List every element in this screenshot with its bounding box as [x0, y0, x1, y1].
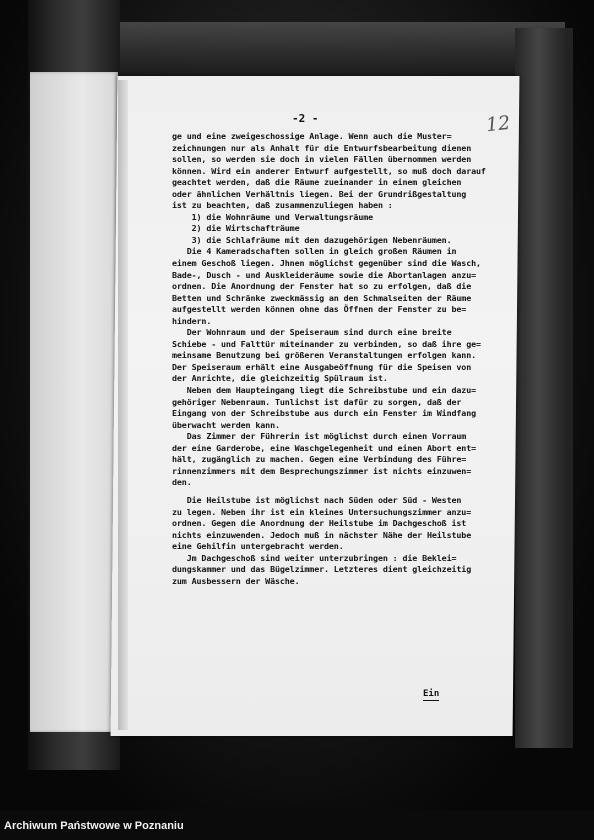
page-number: -2 -: [292, 112, 319, 125]
text-line: können. Wird ein anderer Entwurf aufgestellt, so muß doch darauf: [172, 165, 486, 176]
text-line: zum Ausbessern der Wäsche.: [172, 575, 300, 586]
text-line: Die Heilstube ist möglichst nach Süden oder Süd - Westen: [172, 494, 462, 505]
handwritten-folio-number: 12: [484, 111, 512, 137]
text-line: Der Speiseraum erhält eine Ausgabeöffnung für die Speisen von: [172, 361, 472, 372]
text-line: Der Wohnraum und der Speiseraum sind durch eine breite: [172, 327, 452, 338]
text-line: 1) die Wohnräume und Verwaltungsräume: [172, 211, 374, 222]
text-line: dungskammer und das Bügelzimmer. Letzteres dient gleichzeitig: [172, 564, 472, 575]
text-line: sollen, so werden sie doch in vielen Fällen übernommen werden: [172, 154, 472, 165]
text-line: ge und eine zweigeschossige Anlage. Wenn auch die Muster=: [172, 131, 452, 141]
text-line: meinsame Benutzung bei größeren Veranstaltungen erfolgen kann.: [172, 350, 477, 361]
scanner-shadow-top: [120, 22, 565, 77]
text-line: Neben dem Haupteingang liegt die Schreibstube und ein dazu=: [172, 385, 477, 396]
text-line: ordnen. Die Anordnung der Fenster hat so zu erfolgen, daß die: [172, 281, 472, 292]
text-line: nichts einzuwenden. Jedoch muß in nächster Nähe der Heilstube: [172, 529, 472, 540]
text-line: einem Geschoß liegen. Jhnen möglichst gegenüber sind die Wasch,: [172, 258, 481, 269]
text-line: ist zu beachten, daß zusammenzuliegen haben :: [172, 200, 393, 211]
text-line: der eine Garderobe, eine Waschgelegenheit und einen Abort ent=: [172, 442, 477, 453]
text-line: Das Zimmer der Führerin ist möglichst durch einen Vorraum: [172, 431, 467, 442]
text-line: eine Gehilfin untergebracht werden.: [172, 541, 344, 552]
text-line: hält, zugänglich zu machen. Gegen eine Verbindung des Führe=: [172, 454, 467, 465]
text-line: Eingang von der Schreibstube aus durch ein Fenster im Windfang: [172, 408, 477, 419]
text-line: Bade-, Dusch - und Auskleideräume sowie die Abortanlagen anzu=: [172, 269, 477, 280]
text-line: geachtet werden, daß die Räume zueinander in einem gleichen: [172, 177, 462, 188]
text-line: Betten und Schränke zweckmässig an den Schmalseiten der Räume: [172, 292, 472, 303]
scanner-shadow-right: [515, 28, 573, 748]
text-line: oder ähnlichen Verhältnis liegen. Bei der Grundrißgestaltung: [172, 188, 467, 199]
text-line: gehöriger Nebenraum. Tunlichst ist dafür zu sorgen, daß der: [172, 396, 462, 407]
text-line: Die 4 Kameradschaften sollen in gleich großen Räumen in: [172, 246, 457, 257]
text-line: hindern.: [172, 315, 212, 326]
underlying-sheet: [30, 72, 118, 732]
text-line: ordnen. Gegen die Anordnung der Heilstube im Dachgeschoß ist: [172, 518, 467, 529]
text-line: überwacht werden kann.: [172, 419, 280, 430]
text-line: der Anrichte, die gleichzeitig Spülraum ist.: [172, 373, 388, 384]
text-line: den.: [172, 477, 192, 488]
text-line: zeichnungen nur als Anhalt für die Entwurfsbearbeitung dienen: [172, 142, 472, 153]
text-line: 2) die Wirtschafträume: [172, 223, 300, 234]
text-line: aufgestellt werden können ohne das Öffnen der Fenster zu be=: [172, 304, 467, 315]
text-line: Schiebe - und Falttür miteinander zu verbinden, so daß ihre ge=: [172, 338, 481, 349]
page-fold-shadow: [118, 80, 128, 730]
text-line: 3) die Schlafräume mit den dazugehörigen Nebenräumen.: [172, 234, 452, 245]
catchword: Ein: [423, 689, 440, 699]
document-body-text: [172, 131, 517, 587]
archive-watermark: Archiwum Państwowe w Poznaniu: [4, 820, 184, 832]
text-line: Jm Dachgeschoß sind weiter unterzubringen : die Beklei=: [172, 552, 457, 563]
text-line: rinnenzimmers mit dem Besprechungszimmer ist nichts einzuwen=: [172, 465, 472, 476]
text-line: zu legen. Neben ihr ist ein kleines Untersuchungszimmer anzu=: [172, 506, 472, 517]
